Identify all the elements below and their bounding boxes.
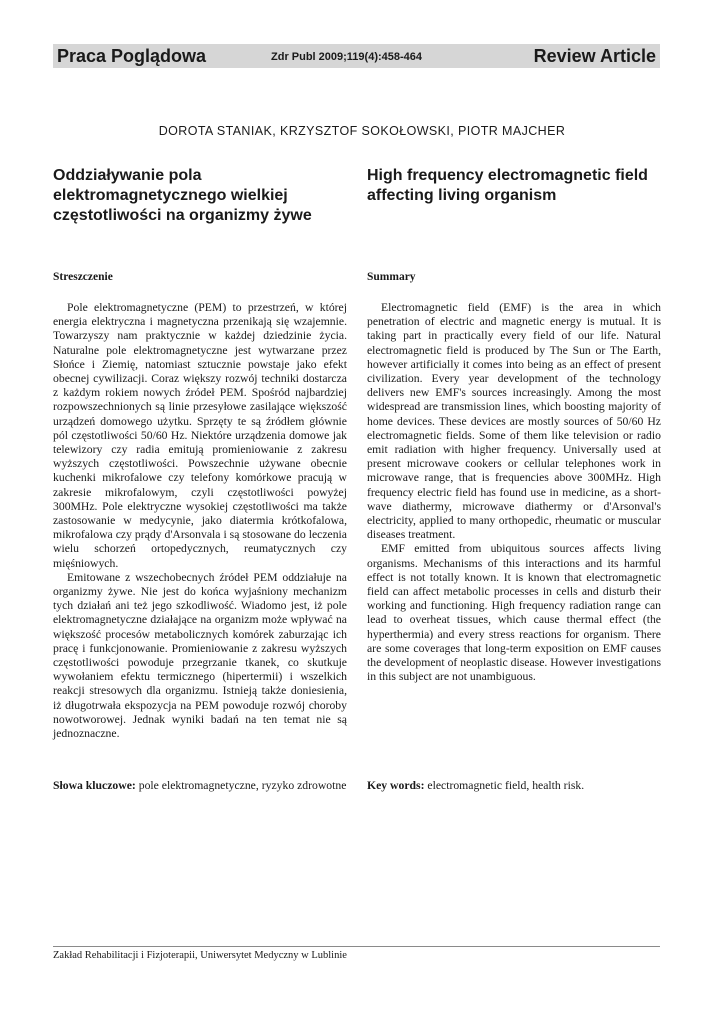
journal-header-bar — [53, 44, 660, 68]
abstract-paragraph: Pole elektromagnetyczne (PEM) to przestrzeń, w której energia elektryczna i magnetyczna przenikają się wzajemnie. Towarzyszy nam praktycznie w każdej dziedzinie życia. Naturalne pole elektromagnetyczne jest wytwarzane przez Słońce i Ziemię, natomiast sztucznie powstaje jako efekt obecnej cywilizacji. Coraz większy rozwój techniki dostarcza z każdym rokiem nowych źródeł PEM. Spośród najbardziej rozpowszechnionych są linie przesyłowe zasilające większość urządzeń domowego użytku. Sprzęty te są źródłem głównie pól częstotliwości 50/60 Hz. Niektóre urządzenia domowe jak telewizory czy radia emitują promieniowanie z zakresu wyższych częstotliwości. Powszechnie używane obecnie kuchenki mikrofalowe czy telefony komórkowe pracują w zakresie mikrofalowym, czyli częstotliwości powyżej 300MHz. Pole elektryczne wysokiej częstotliwości ma także zastosowanie w medycynie, jako diatermia krótkofalowa, mikrofalowa czy prądy d'Arsonvala i są stosowane do leczenia wielu schorzeń ortopedycznych, reumatycznych czy mięśniowych. — [53, 301, 347, 570]
affiliation-footer: Zakład Rehabilitacji i Fizjoterapii, Uniwersytet Medyczny w Lublinie — [53, 950, 347, 961]
authors: DOROTA STANIAK, KRZYSZTOF SOKOŁOWSKI, PIOTR MAJCHER — [158, 124, 566, 138]
keywords-text-pl: pole elektromagnetyczne, ryzyko zdrowotne — [135, 779, 347, 792]
title-polish: Oddziaływanie pola elektromagnetycznego wielkiej częstotliwości na organizmy żywe — [53, 167, 312, 224]
abstract-paragraph: EMF emitted from ubiquitous sources affects living organisms. Mechanisms of this interactions and its harmful effect is not totally known. It is known that electromagnetic field can affect metabolic processes in cells and disturb their working and functioning. High frequency radiation range can lead to overheat tissues, which cause thermal effect (the hyperthermia) and every stress reactions for organism. There are some coverages that long-term exposition on EMF causes the development of neoplastic disease. However investigations in this subject are not unambiguous. — [367, 542, 661, 684]
footer-divider — [53, 946, 660, 947]
keywords-label-pl: Słowa kluczowe: — [53, 779, 136, 792]
article-type-en: Review Article — [533, 46, 656, 66]
abstract-paragraph: Emitowane z wszechobecnych źródeł PEM oddziałuje na organizmy żywe. Nie jest do końca wyjaśniony mechanizm tych działań ani też jego szkodliwość. Wiadomo jest, iż pole elektromagnetyczne działające na organizm może wpływać na większość procesów metabolicznych komórek zaburzając ich pracę i funkcjonowanie. Promieniowanie z zakresu wyższych częstotliwości powoduje przegrzanie tkanek, co skutkuje wywołaniem efektu termicznego (hipertermii) i wszelkich reakcji stresowych dla organizmu. Istnieją także doniesienia, iż długotrwała ekspozycja na PEM powoduje rozwój choroby nowotworowej. Jednak wyniki badań na ten temat nie są jednoznaczne. — [53, 570, 347, 741]
keywords-label-en: Key words: — [367, 779, 425, 792]
keywords-text-en: electromagnetic field, health risk. — [424, 779, 585, 792]
abstract-english — [367, 270, 661, 684]
abstract-paragraph: Electromagnetic field (EMF) is the area in which penetration of electric and magnetic energy is mutual. It is taking part in practically every field of our life. Natural electromagnetic field is produced by The Sun or The Earth, however artificially it comes into being as an effect of present civilization. Every year development of the technology delivers new EMF's sources increasingly. Among the most widespread are transmission lines, which boosting majority of home devices. These devices are mostly sources of 50/60 Hz electromagnetic fields. Some of them like television or radio emit radiation with higher frequency. Universally used at present microwave cookers or cellular telephones work in microwave range, that is frequencies above 300MHz. High frequency electric field has found use in medicine, as a short-wave diathermy, microwave diathermy or d'Arsonval's electricity, applied to many orthopedic, rheumatic or muscular diseases treatment. — [367, 301, 661, 542]
abstract-heading-pl: Streszczenie — [53, 271, 113, 283]
keywords-english — [367, 779, 661, 793]
keywords-polish — [53, 779, 347, 793]
citation: Zdr Publ 2009;119(4):458-464 — [271, 51, 423, 63]
abstract-heading-en: Summary — [367, 271, 416, 283]
abstract-polish — [53, 270, 347, 741]
title-english: High frequency electromagnetic field affecting living organism — [367, 167, 648, 204]
article-type-pl: Praca Poglądowa — [57, 46, 207, 66]
